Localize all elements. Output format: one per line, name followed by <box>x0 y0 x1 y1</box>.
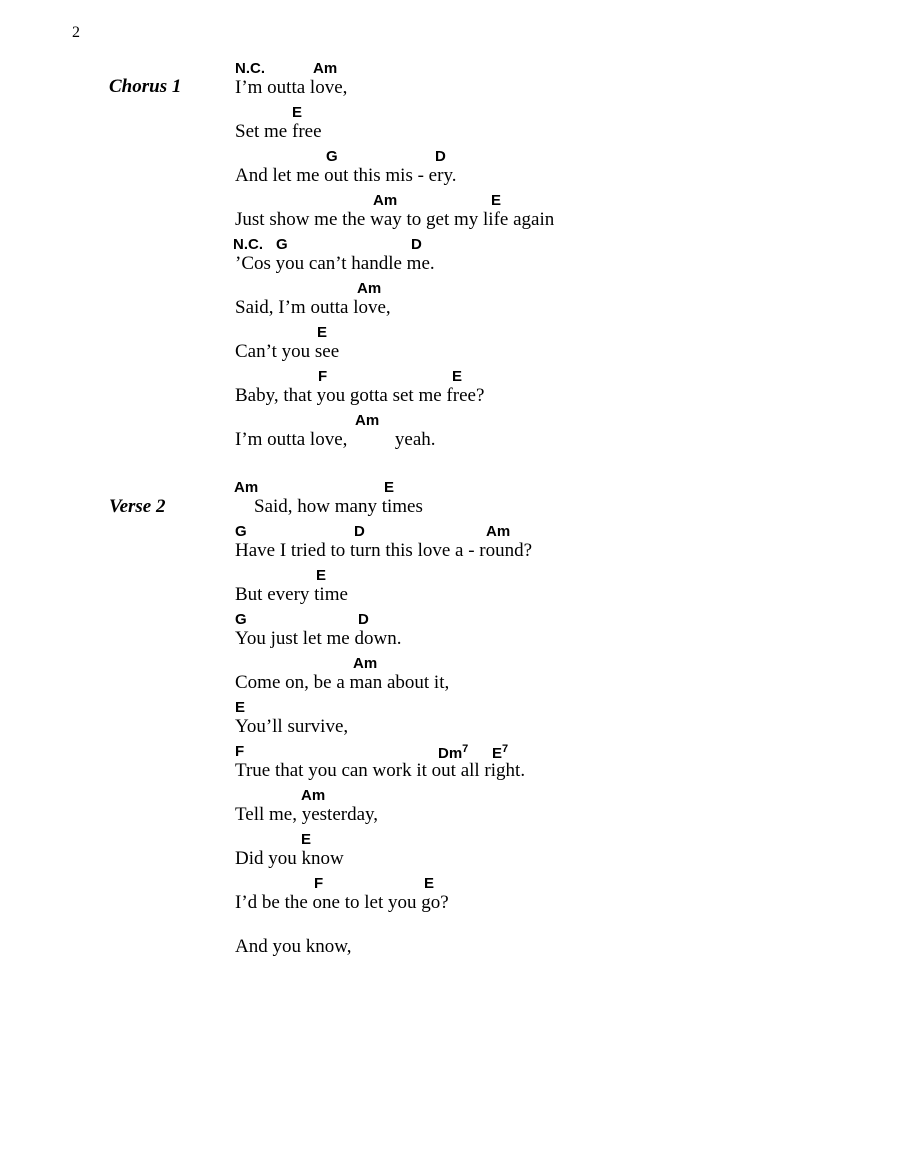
chord-symbol: F <box>235 743 245 760</box>
chord-symbol: G <box>235 611 247 628</box>
chord-symbol: N.C. <box>233 236 263 253</box>
chord-symbol: G <box>326 148 338 165</box>
chord-symbol: F <box>318 368 328 385</box>
chord-symbol: Am <box>313 60 338 77</box>
chord-extension: 7 <box>462 743 469 755</box>
chord-symbol: E <box>301 831 312 848</box>
lyric-line: I’m outta love, <box>235 77 348 98</box>
page-number: 2 <box>72 24 80 41</box>
chord-symbol: Am <box>301 787 326 804</box>
chord-symbol: D <box>354 523 365 540</box>
lyric-line: You just let me down. <box>235 628 402 649</box>
chord-symbol: E <box>316 567 327 584</box>
lyric-line: Baby, that you gotta set me free? <box>235 385 485 406</box>
lyric-line: And you know, <box>235 936 352 957</box>
chord-symbol: Am <box>357 280 382 297</box>
lyric-line: Come on, be a man about it, <box>235 672 450 693</box>
section-label: Verse 2 <box>109 496 166 517</box>
lyric-line: Have I tried to turn this love a - round? <box>235 540 533 561</box>
chord-symbol: E <box>292 104 303 121</box>
lyric-line: Set me free <box>235 121 322 142</box>
chord-symbol: D <box>358 611 369 628</box>
lyric-line: ’Cos you can’t handle me. <box>235 253 435 274</box>
chord-symbol: Dm$^7$ <box>438 743 469 762</box>
chord-symbol: Am <box>355 412 380 429</box>
chord-symbol: E <box>491 192 502 209</box>
lyric-line: And let me out this mis - ery. <box>235 165 457 186</box>
chord-symbol: F <box>314 875 324 892</box>
chord-symbol: Am <box>353 655 378 672</box>
lyric-line: Said, how many times <box>254 496 423 517</box>
lyric-line: Said, I’m outta love, <box>235 297 391 318</box>
lyric-line: But every time <box>235 584 348 605</box>
chord-symbol: N.C. <box>235 60 265 77</box>
chord-symbol: D <box>435 148 446 165</box>
chord-symbol: G <box>235 523 247 540</box>
lyric-line: I’d be the one to let you go? <box>235 892 449 913</box>
chord-symbol: $E^7$ <box>492 743 509 762</box>
chord-symbol: E <box>235 699 246 716</box>
lyric-line: Did you know <box>235 848 344 869</box>
chord-symbol: E <box>384 479 395 496</box>
lyric-line: I’m outta love, yeah. <box>235 429 436 450</box>
chord-symbol: E <box>317 324 328 341</box>
section-label: Chorus 1 <box>109 76 182 97</box>
lyric-line: Can’t you see <box>235 341 340 362</box>
chord-symbol: E <box>452 368 463 385</box>
chord-symbol: G <box>276 236 288 253</box>
chord-symbol: Am <box>486 523 511 540</box>
chord-extension: 7 <box>502 743 509 755</box>
chord-symbol: Am <box>373 192 398 209</box>
lyric-line: Just show me the way to get my life again <box>235 209 555 230</box>
lyric-line: You’ll survive, <box>235 716 349 737</box>
lyric-line: Tell me, yesterday, <box>235 804 379 825</box>
chord-symbol: E <box>424 875 435 892</box>
chord-symbol: Am <box>234 479 259 496</box>
lyric-line: True that you can work it out all right. <box>235 760 526 781</box>
chord-symbol: D <box>411 236 422 253</box>
